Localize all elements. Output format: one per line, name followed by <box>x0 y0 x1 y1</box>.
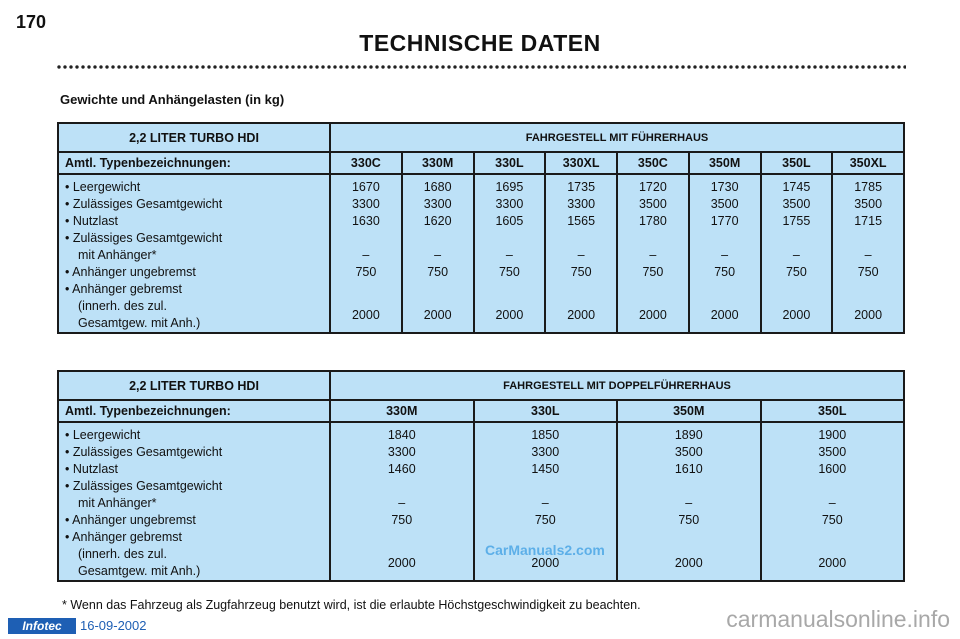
table-fuehrerhaus <box>57 122 905 334</box>
type-header: 350XL <box>832 152 904 174</box>
row-label-text: mit Anhänger* <box>78 496 157 510</box>
cell-value: 2000 <box>818 556 847 570</box>
cell-value: 750 <box>642 265 664 279</box>
value-column <box>832 174 904 333</box>
cell-value: 1890 <box>674 428 703 442</box>
type-header: 330L <box>474 400 618 422</box>
type-header: 350L <box>761 400 905 422</box>
type-header: 350C <box>617 152 689 174</box>
value-column <box>545 174 617 333</box>
values-row <box>58 422 904 581</box>
row-label-text: • Leergewicht <box>65 180 141 194</box>
value-column <box>761 174 833 333</box>
cell-value: – <box>864 248 872 262</box>
row-label <box>65 213 329 230</box>
cell-value: 1770 <box>710 214 739 228</box>
table-doppelfuehrerhaus <box>57 370 905 582</box>
dotted-divider <box>56 64 906 70</box>
cell-value: – <box>649 248 657 262</box>
cell-value: 750 <box>427 265 449 279</box>
cell-value: 3500 <box>710 197 739 211</box>
cell-value: 2000 <box>387 556 416 570</box>
cell-value: 1900 <box>818 428 847 442</box>
cell-value: 1840 <box>387 428 416 442</box>
cell-value: 2000 <box>710 308 739 322</box>
type-row <box>58 152 904 174</box>
cell-value: 3500 <box>674 445 703 459</box>
cell-value: 750 <box>821 513 843 527</box>
cell-value: 2000 <box>495 308 524 322</box>
infotec-logo: Infotec <box>8 618 76 634</box>
row-label-text: • Zulässiges Gesamtgewicht <box>65 479 223 493</box>
section-title: Gewichte und Anhängelasten (in kg) <box>60 92 285 107</box>
type-header: 330C <box>330 152 402 174</box>
cell-value: – <box>577 248 585 262</box>
row-label-text: • Anhänger ungebremst <box>65 513 196 527</box>
cell-value: – <box>541 496 549 510</box>
group-header: FAHRGESTELL MIT DOPPELFÜHRERHAUS <box>330 371 904 400</box>
cell-value: 1565 <box>567 214 596 228</box>
row-label-text: Gesamtgew. mit Anh.) <box>78 316 201 330</box>
cell-value: 1850 <box>531 428 560 442</box>
value-column <box>330 422 474 581</box>
cell-value: 750 <box>714 265 736 279</box>
value-column <box>617 422 761 581</box>
cell-value: 3300 <box>387 445 416 459</box>
cell-value: 3300 <box>423 197 452 211</box>
cell-value: 750 <box>534 513 556 527</box>
row-label <box>65 444 329 461</box>
cell-value: 1785 <box>854 180 883 194</box>
cell-value: – <box>792 248 800 262</box>
cell-value: 2000 <box>351 308 380 322</box>
row-label-text: • Zulässiges Gesamtgewicht <box>65 231 223 245</box>
cell-value: 1670 <box>351 180 380 194</box>
engine-header: 2,2 LITER TURBO HDI <box>58 371 330 400</box>
engine-header: 2,2 LITER TURBO HDI <box>58 123 330 152</box>
footer-date: 16-09-2002 <box>80 618 147 633</box>
row-label-text: • Nutzlast <box>65 214 119 228</box>
cell-value: 2000 <box>638 308 667 322</box>
cell-value: 750 <box>498 265 520 279</box>
cell-value: 1450 <box>531 462 560 476</box>
row-label <box>65 512 329 529</box>
row-label-text: (innerh. des zul. <box>78 547 167 561</box>
watermark: CarManuals2.com <box>485 542 605 558</box>
cell-value: 2000 <box>782 308 811 322</box>
cell-value: 2000 <box>567 308 596 322</box>
type-row <box>58 400 904 422</box>
cell-value: 750 <box>785 265 807 279</box>
cell-value: 1755 <box>782 214 811 228</box>
cell-value: 1720 <box>638 180 667 194</box>
row-label <box>65 461 329 478</box>
type-label: Amtl. Typenbezeichnungen: <box>58 400 330 422</box>
row-label-text: • Leergewicht <box>65 428 141 442</box>
cell-value: 1735 <box>567 180 596 194</box>
row-label <box>65 179 329 196</box>
cell-value: 1745 <box>782 180 811 194</box>
row-label <box>65 427 329 444</box>
group-header: FAHRGESTELL MIT FÜHRERHAUS <box>330 123 904 152</box>
type-label: Amtl. Typenbezeichnungen: <box>58 152 330 174</box>
row-label-text: • Zulässiges Gesamtgewicht <box>65 197 223 211</box>
type-header: 330M <box>402 152 474 174</box>
row-label-text: (innerh. des zul. <box>78 299 167 313</box>
cell-value: 750 <box>391 513 413 527</box>
cell-value: 1460 <box>387 462 416 476</box>
footnote: * Wenn das Fahrzeug als Zugfahrzeug benutzt wird, ist die erlaubte Höchstgeschwindigkeit zu beachten. <box>62 598 641 612</box>
cell-value: 1695 <box>495 180 524 194</box>
footer-site: carmanualsonline.info <box>726 606 950 632</box>
row-labels <box>58 174 330 333</box>
type-header: 330M <box>330 400 474 422</box>
cell-value: – <box>505 248 513 262</box>
cell-value: 1600 <box>818 462 847 476</box>
type-header: 350M <box>617 400 761 422</box>
row-label-text: • Anhänger gebremst <box>65 530 182 544</box>
type-header: 330L <box>474 152 546 174</box>
cell-value: 2000 <box>854 308 883 322</box>
cell-value: 1610 <box>674 462 703 476</box>
row-label <box>65 196 329 213</box>
cell-value: 2000 <box>674 556 703 570</box>
row-label-text: • Zulässiges Gesamtgewicht <box>65 445 223 459</box>
value-column <box>761 422 905 581</box>
row-label-text: • Anhänger gebremst <box>65 282 182 296</box>
cell-value: – <box>721 248 729 262</box>
row-label-text: Gesamtgew. mit Anh.) <box>78 564 201 578</box>
cell-value: 3500 <box>818 445 847 459</box>
row-label <box>65 478 329 512</box>
cell-value: 3500 <box>782 197 811 211</box>
cell-value: 750 <box>857 265 879 279</box>
cell-value: 1680 <box>423 180 452 194</box>
cell-value: 3300 <box>495 197 524 211</box>
cell-value: 1630 <box>351 214 380 228</box>
row-labels <box>58 422 330 581</box>
cell-value: 750 <box>678 513 700 527</box>
row-label-text: • Anhänger ungebremst <box>65 265 196 279</box>
cell-value: 750 <box>570 265 592 279</box>
cell-value: – <box>398 496 406 510</box>
cell-value: 3500 <box>638 197 667 211</box>
row-label <box>65 264 329 281</box>
page-title: TECHNISCHE DATEN <box>359 30 601 56</box>
type-header: 350M <box>689 152 761 174</box>
cell-value: 3300 <box>567 197 596 211</box>
type-header: 330XL <box>545 152 617 174</box>
cell-value: – <box>434 248 442 262</box>
row-label-text: • Nutzlast <box>65 462 119 476</box>
value-column <box>402 174 474 333</box>
cell-value: 3300 <box>351 197 380 211</box>
cell-value: – <box>362 248 370 262</box>
cell-value: 1620 <box>423 214 452 228</box>
cell-value: 1605 <box>495 214 524 228</box>
row-label <box>65 281 329 332</box>
cell-value: 1780 <box>638 214 667 228</box>
cell-value: 3500 <box>854 197 883 211</box>
cell-value: – <box>828 496 836 510</box>
row-label <box>65 529 329 580</box>
cell-value: 1730 <box>710 180 739 194</box>
value-column <box>689 174 761 333</box>
cell-value: 3300 <box>531 445 560 459</box>
row-label-text: mit Anhänger* <box>78 248 157 262</box>
cell-value: 1715 <box>854 214 883 228</box>
page-number: 170 <box>16 12 47 32</box>
values-row <box>58 174 904 333</box>
cell-value: 2000 <box>531 556 560 570</box>
cell-value: – <box>685 496 693 510</box>
value-column <box>330 174 402 333</box>
cell-value: 750 <box>355 265 377 279</box>
value-column <box>617 174 689 333</box>
value-column <box>474 174 546 333</box>
cell-value: 2000 <box>423 308 452 322</box>
row-label <box>65 230 329 264</box>
type-header: 350L <box>761 152 833 174</box>
